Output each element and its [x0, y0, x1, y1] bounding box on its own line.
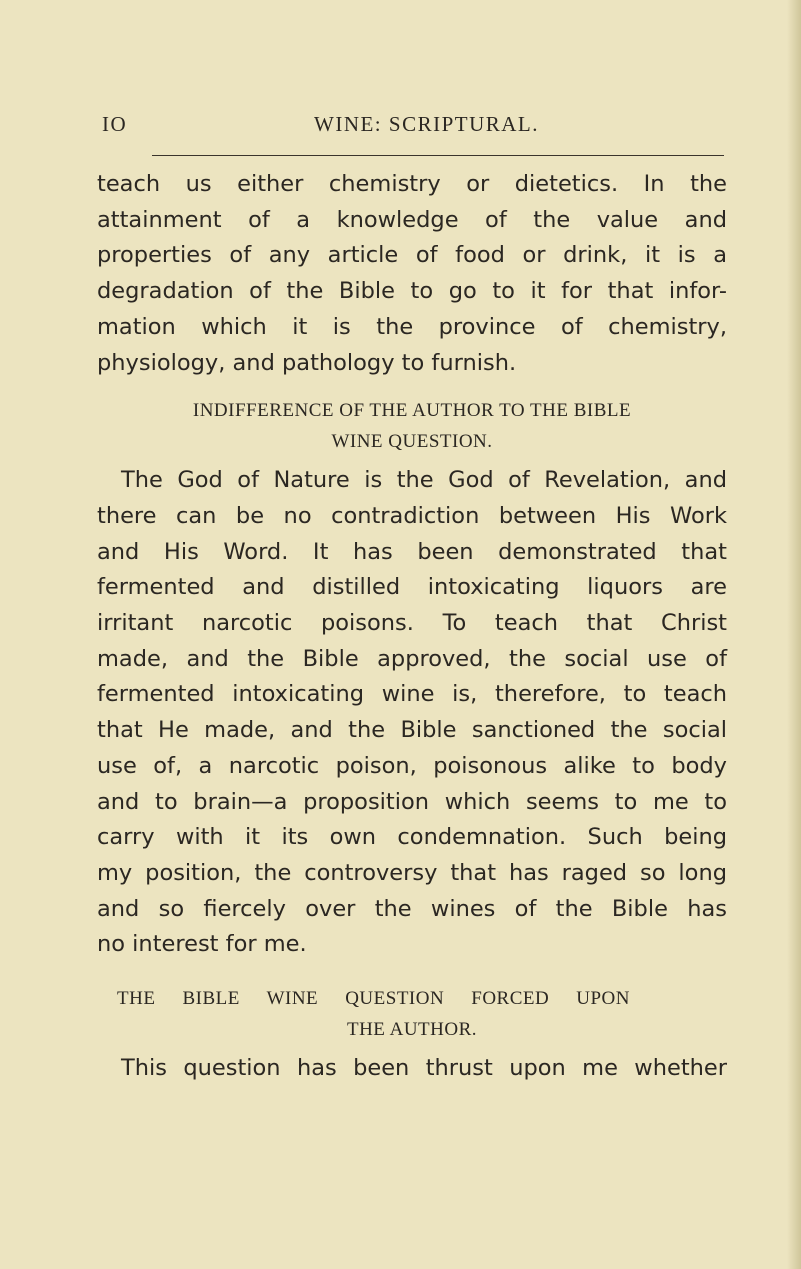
text-line: and to brain—a proposition which seems to me to — [97, 788, 727, 815]
page-body — [97, 167, 727, 1087]
text-line: physiology, and pathology to furnish. — [97, 349, 517, 376]
heading-line: INDIFFERENCE OF THE AUTHOR TO THE BIBLE — [192, 400, 632, 422]
text-line: and His Word. It has been demonstrated that — [97, 538, 727, 565]
text-line: teach us either chemistry or dietetics. In the — [97, 171, 727, 197]
header-rule — [152, 155, 724, 156]
text-line: mation which it is the province of chemistry, — [97, 313, 727, 340]
section-heading-1 — [97, 395, 727, 457]
text-line: attainment of a knowledge of the value and — [97, 206, 727, 233]
running-head — [102, 112, 724, 142]
heading-line: WINE QUESTION. — [331, 431, 493, 453]
page-edge-shadow — [787, 0, 801, 1269]
heading-line: THE AUTHOR. — [346, 1019, 478, 1041]
paragraph-2 — [97, 463, 727, 963]
text-line: The God of Nature is the God of Revelation, and — [121, 467, 727, 494]
text-line: carry with it its own condemnation. Such being — [97, 824, 727, 851]
text-line: no interest for me. — [97, 931, 307, 958]
text-line: This question has been thrust upon me whether — [121, 1055, 727, 1082]
text-line: degradation of the Bible to go to it for that infor- — [97, 278, 727, 305]
text-line: properties of any article of food or drink, it is a — [97, 242, 727, 269]
page-number: IO — [102, 112, 128, 136]
running-title: WINE: SCRIPTURAL. — [314, 112, 539, 136]
text-line: and so fiercely over the wines of the Bible has — [97, 895, 727, 922]
paragraph-3 — [97, 1051, 727, 1087]
section-heading-2 — [97, 983, 727, 1045]
text-line: irritant narcotic poisons. To teach that Christ — [97, 610, 727, 637]
paragraph-1 — [97, 167, 727, 381]
heading-line: THE BIBLE WINE QUESTION FORCED UPON — [117, 988, 630, 1010]
text-line: use of, a narcotic poison, poisonous alike to body — [97, 752, 727, 779]
text-line: made, and the Bible approved, the social use of — [97, 645, 727, 672]
text-line: fermented and distilled intoxicating liquors are — [97, 574, 727, 601]
text-line: fermented intoxicating wine is, therefore, to teach — [97, 681, 727, 708]
text-line: there can be no contradiction between His Work — [97, 502, 727, 529]
text-line: my position, the controversy that has raged so long — [97, 859, 727, 886]
text-line: that He made, and the Bible sanctioned the social — [97, 717, 727, 744]
